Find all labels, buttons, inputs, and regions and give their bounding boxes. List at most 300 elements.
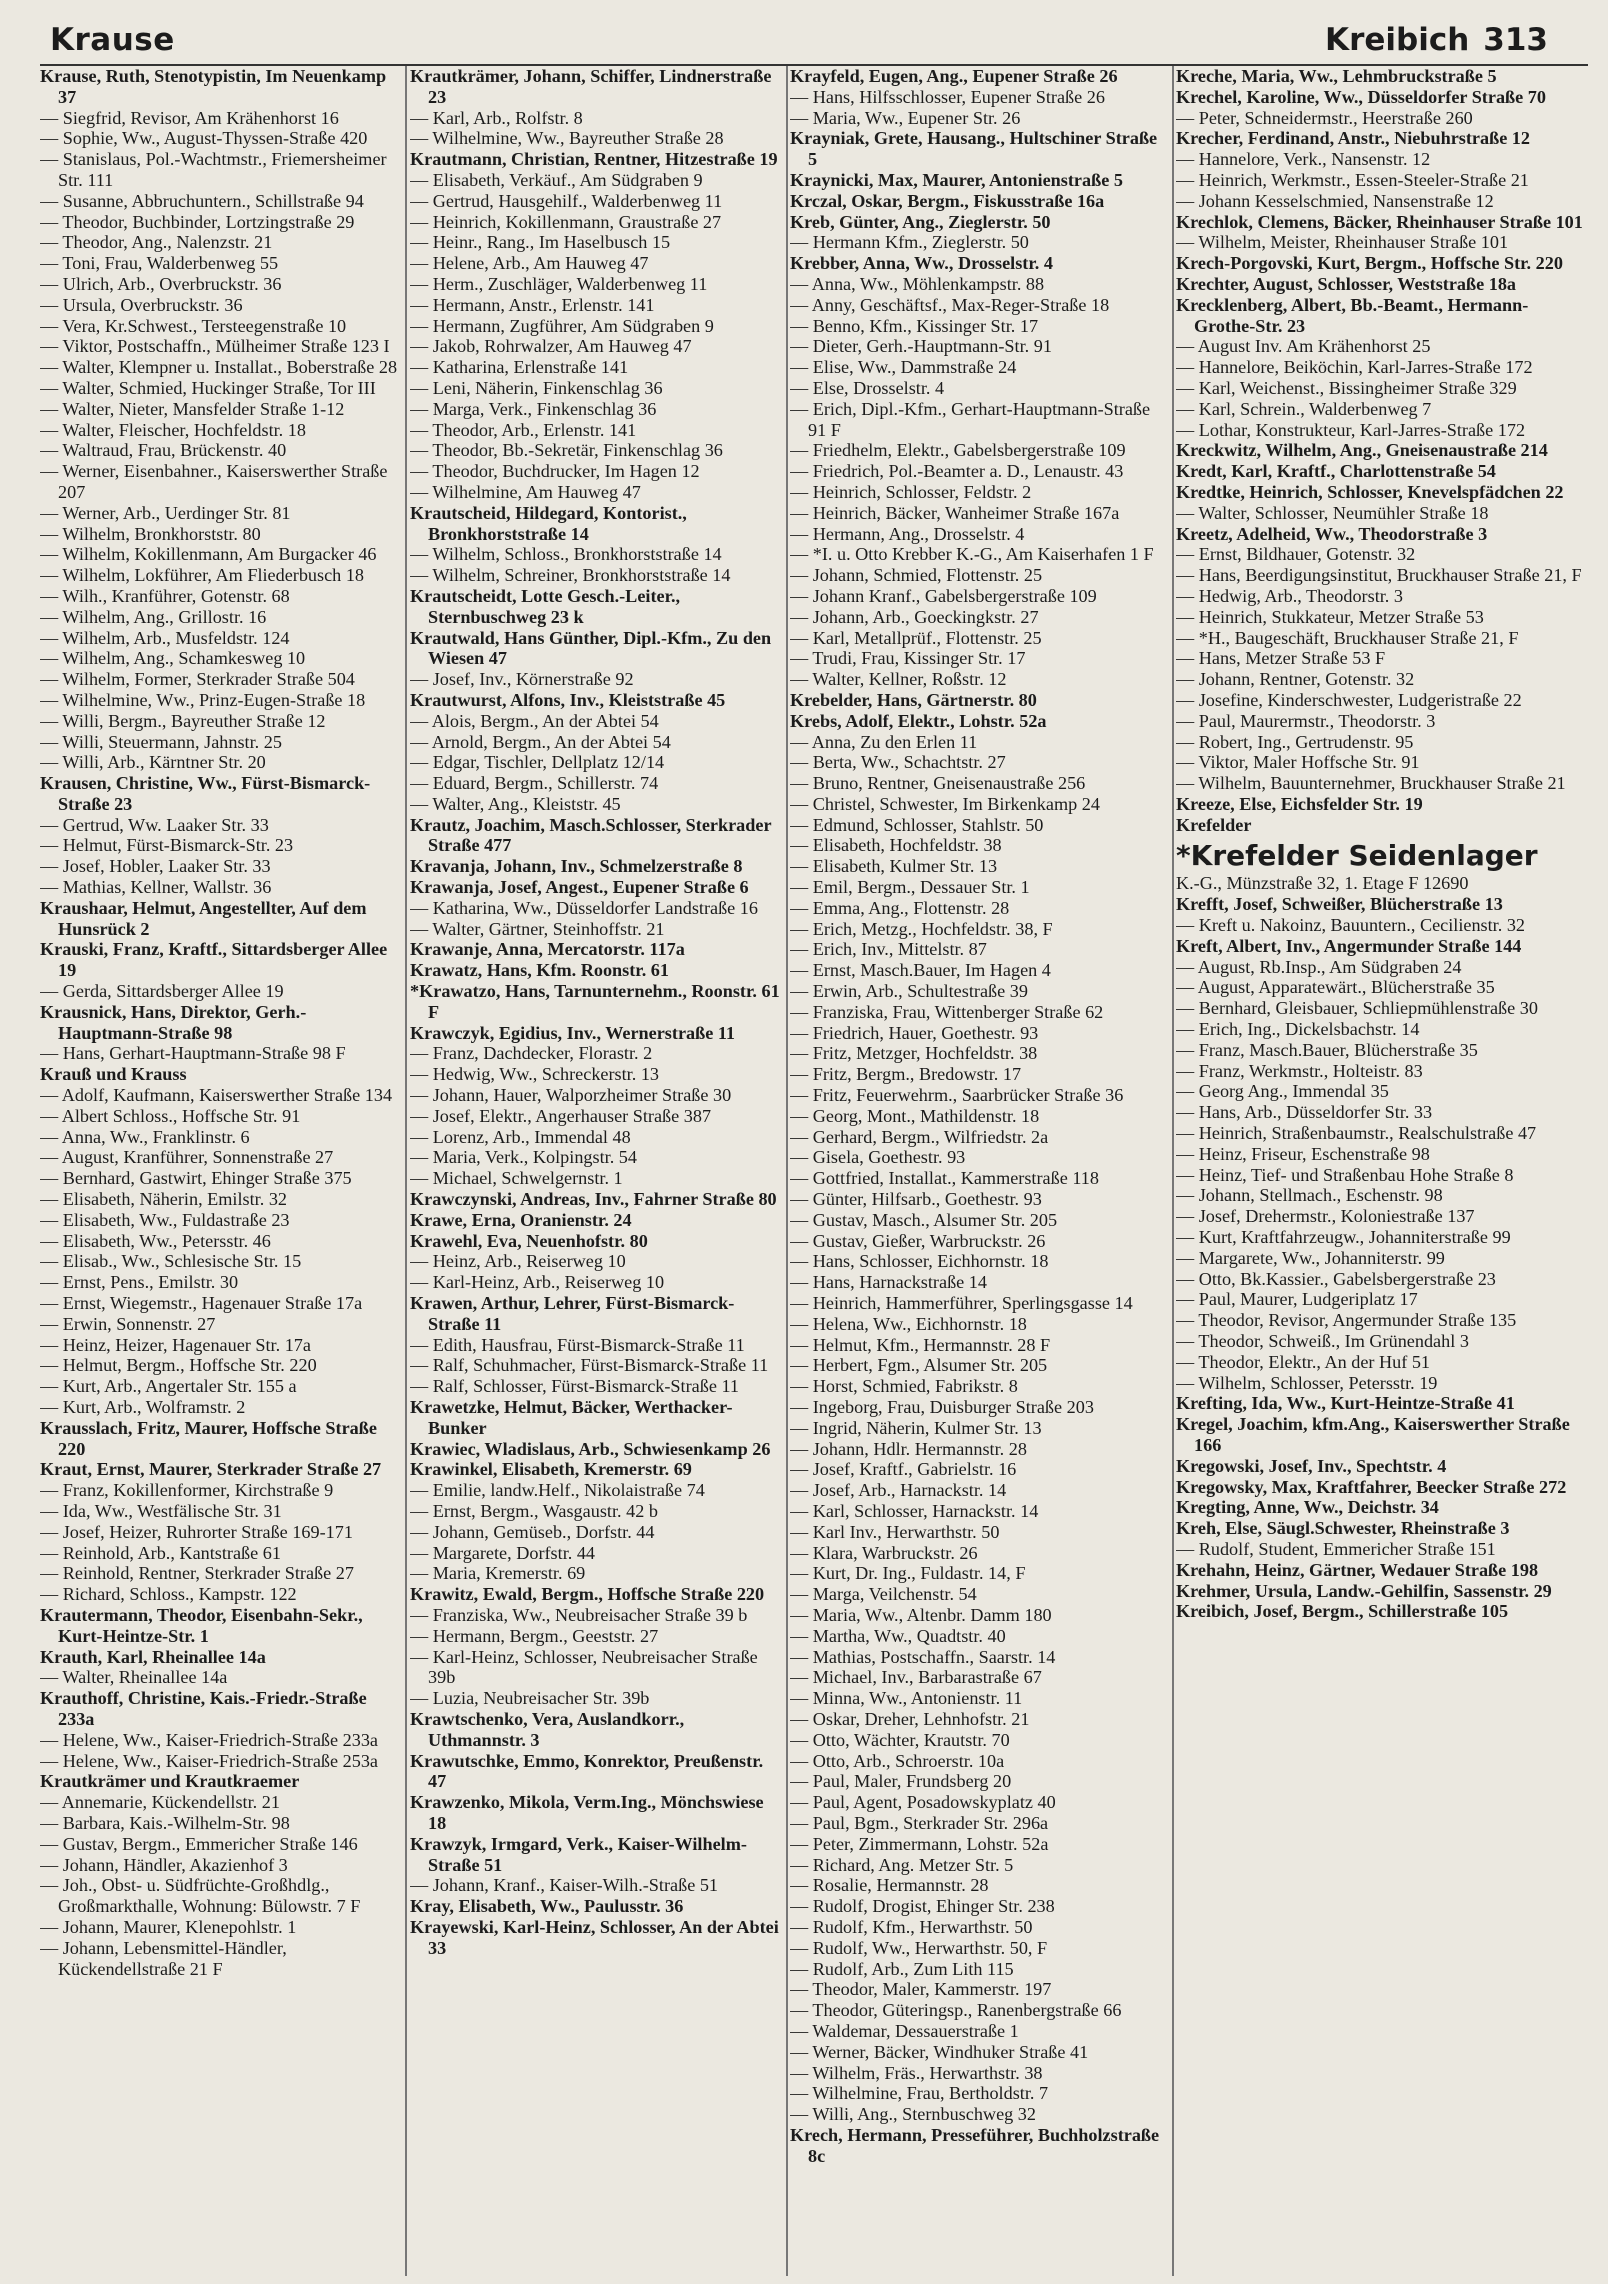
directory-entry: — Franz, Masch.Bauer, Blücherstraße 35 bbox=[1176, 1039, 1478, 1060]
directory-entry: — August, Kranführer, Sonnenstraße 27 bbox=[40, 1147, 334, 1168]
directory-entry: — Katharina, Ww., Düsseldorfer Landstraße 16 bbox=[410, 897, 758, 918]
directory-entry: — Paul, Maurer, Ludgeriplatz 17 bbox=[1176, 1289, 1418, 1310]
directory-entry: — Johann, Schmied, Flottenstr. 25 bbox=[790, 565, 1043, 586]
directory-entry: — Ingrid, Näherin, Kulmer Str. 13 bbox=[790, 1417, 1042, 1438]
directory-entry: Kreft, Albert, Inv., Angermunder Straße 144 bbox=[1176, 935, 1522, 956]
directory-entry: — Benno, Kfm., Kissinger Str. 17 bbox=[790, 315, 1039, 336]
directory-entry: Krech-Porgovski, Kurt, Bergm., Hoffsche Str. 220 bbox=[1176, 253, 1563, 274]
directory-entry: — Paul, Maler, Frundsberg 20 bbox=[790, 1771, 1012, 1792]
directory-entry: — Lothar, Konstrukteur, Karl-Jarres-Straße 172 bbox=[1176, 419, 1526, 440]
directory-entry: — Arnold, Bergm., An der Abtei 54 bbox=[410, 731, 671, 752]
directory-entry: — Ida, Ww., Westfälische Str. 31 bbox=[40, 1500, 282, 1521]
header-right bbox=[1325, 22, 1548, 58]
directory-entry: — Hans, Arb., Düsseldorfer Str. 33 bbox=[1176, 1102, 1433, 1123]
directory-entry: — Lorenz, Arb., Immendal 48 bbox=[410, 1126, 631, 1147]
directory-entry: — Wilhelm, Former, Sterkrader Straße 504 bbox=[40, 669, 355, 690]
directory-entry: — Johann, Hauer, Walporzheimer Straße 30 bbox=[410, 1085, 732, 1106]
directory-entry: Krawiec, Wladislaus, Arb., Schwiesenkamp 26 bbox=[410, 1438, 771, 1459]
directory-entry: — Willi, Arb., Kärntner Str. 20 bbox=[40, 752, 266, 773]
directory-entry: — Otto, Wächter, Krautstr. 70 bbox=[790, 1729, 1010, 1750]
directory-entry: — Waldemar, Dessauerstraße 1 bbox=[790, 2020, 1019, 2041]
directory-entry: — Ernst, Masch.Bauer, Im Hagen 4 bbox=[790, 960, 1051, 981]
directory-entry: — Paul, Agent, Posadowskyplatz 40 bbox=[790, 1792, 1056, 1813]
directory-entry: — Fritz, Metzger, Hochfeldstr. 38 bbox=[790, 1043, 1038, 1064]
directory-entry: — Hedwig, Arb., Theodorstr. 3 bbox=[1176, 585, 1403, 606]
directory-entry: — Karl, Arb., Rolfstr. 8 bbox=[410, 107, 583, 128]
directory-entry: — Helene, Ww., Kaiser-Friedrich-Straße 253a bbox=[40, 1750, 379, 1771]
column-divider bbox=[786, 66, 788, 2276]
directory-entry: — Ernst, Wiegemstr., Hagenauer Straße 17a bbox=[40, 1293, 363, 1314]
directory-entry: — Peter, Schneidermstr., Heerstraße 260 bbox=[1176, 107, 1473, 128]
directory-entry: — Johann Kesselschmied, Nansenstraße 12 bbox=[1176, 190, 1494, 211]
directory-entry: — Karl, Schrein., Walderbenweg 7 bbox=[1176, 398, 1432, 419]
directory-entry: Krecher, Ferdinand, Anstr., Niebuhrstraße 12 bbox=[1176, 128, 1530, 149]
directory-entry: Krech, Hermann, Presseführer, Buchholzstraße 8c bbox=[790, 2124, 1160, 2166]
directory-entry: Krechter, August, Schlosser, Weststraße 18a bbox=[1176, 273, 1517, 294]
directory-entry: Krawanje, Anna, Mercatorstr. 117a bbox=[410, 939, 685, 960]
directory-entry: — Wilhelm, Lokführer, Am Fliederbusch 18 bbox=[40, 565, 365, 586]
directory-entry: — Johann, Händler, Akazienhof 3 bbox=[40, 1854, 288, 1875]
directory-entry: — Heinrich, Schlosser, Feldstr. 2 bbox=[790, 481, 1032, 502]
directory-entry: — Franz, Werkmstr., Holteistr. 83 bbox=[1176, 1060, 1423, 1081]
directory-entry: — Theodor, Revisor, Angermunder Straße 135 bbox=[1176, 1310, 1517, 1331]
directory-entry: Krauth, Karl, Rheinallee 14a bbox=[40, 1646, 266, 1667]
directory-entry: — Fritz, Feuerwehrm., Saarbrücker Straße 36 bbox=[790, 1085, 1124, 1106]
directory-entry: Krayewski, Karl-Heinz, Schlosser, An der Abtei 33 bbox=[410, 1916, 779, 1958]
directory-entry: — Christel, Schwester, Im Birkenkamp 24 bbox=[790, 793, 1100, 814]
directory-entry: — Franz, Kokillenformer, Kirchstraße 9 bbox=[40, 1480, 334, 1501]
directory-entry: Krautermann, Theodor, Eisenbahn-Sekr., Kurt-Heintze-Str. 1 bbox=[40, 1604, 363, 1646]
directory-entry: — Josef, Drehermstr., Koloniestraße 137 bbox=[1176, 1206, 1475, 1227]
directory-entry: — Elise, Ww., Dammstraße 24 bbox=[790, 357, 1017, 378]
directory-entry: Krehmer, Ursula, Landw.-Gehilfin, Sassenstr. 29 bbox=[1176, 1580, 1552, 1601]
directory-entry: — Helene, Ww., Kaiser-Friedrich-Straße 233a bbox=[40, 1729, 379, 1750]
directory-entry: — Walter, Kellner, Roßstr. 12 bbox=[790, 669, 1007, 690]
directory-entry: Kreetz, Adelheid, Ww., Theodorstraße 3 bbox=[1176, 523, 1488, 544]
directory-entry: Krautkrämer, Johann, Schiffer, Lindnerstraße 23 bbox=[410, 66, 772, 107]
directory-entry: — Heinz, Friseur, Eschenstraße 98 bbox=[1176, 1143, 1430, 1164]
directory-entry: Krawen, Arthur, Lehrer, Fürst-Bismarck-Straße 11 bbox=[410, 1293, 735, 1334]
directory-entry: — Paul, Maurermstr., Theodorstr. 3 bbox=[1176, 710, 1436, 731]
directory-entry: Kregowski, Josef, Inv., Spechtstr. 4 bbox=[1176, 1455, 1447, 1476]
directory-entry: Kreb, Günter, Ang., Zieglerstr. 50 bbox=[790, 211, 1051, 232]
directory-entry: — Marga, Veilchenstr. 54 bbox=[790, 1584, 977, 1605]
directory-entry: — Hermann, Bergm., Geeststr. 27 bbox=[410, 1625, 659, 1646]
directory-entry: — Willi, Ang., Sternbuschweg 32 bbox=[790, 2104, 1036, 2125]
directory-entry: — Maria, Kremerstr. 69 bbox=[410, 1563, 586, 1584]
directory-entry: Kredt, Karl, Kraftf., Charlottenstraße 54 bbox=[1176, 461, 1496, 482]
directory-entry: — Walter, Klempner u. Installat., Boberstraße 28 bbox=[40, 357, 398, 378]
directory-entry: — Hans, Harnackstraße 14 bbox=[790, 1272, 987, 1293]
directory-entry: — Wilhelm, Schloss., Bronkhorststraße 14 bbox=[410, 544, 722, 565]
directory-entry: — August Inv. Am Krähenhorst 25 bbox=[1176, 336, 1431, 357]
directory-entry: — Wilhelm, Schlosser, Petersstr. 19 bbox=[1176, 1372, 1438, 1393]
directory-entry: — Reinhold, Rentner, Sterkrader Straße 27 bbox=[40, 1563, 354, 1584]
directory-entry: — Maria, Ww., Altenbr. Damm 180 bbox=[790, 1604, 1052, 1625]
directory-entry: — Elisab., Ww., Schlesische Str. 15 bbox=[40, 1251, 302, 1272]
directory-entry: — Josef, Inv., Körnerstraße 92 bbox=[410, 669, 634, 690]
directory-entry: Krawehl, Eva, Neuenhofstr. 80 bbox=[410, 1230, 648, 1251]
directory-entry: — Edmund, Schlosser, Stahlstr. 50 bbox=[790, 814, 1044, 835]
directory-entry: — Bruno, Rentner, Gneisenaustraße 256 bbox=[790, 773, 1086, 794]
directory-entry: — Ingeborg, Frau, Duisburger Straße 203 bbox=[790, 1397, 1094, 1417]
directory-entry: — Hannelore, Verk., Nansenstr. 12 bbox=[1176, 149, 1431, 170]
directory-entry: — Edgar, Tischler, Dellplatz 12/14 bbox=[410, 752, 665, 773]
directory-entry: — Kurt, Dr. Ing., Fuldastr. 14, F bbox=[790, 1563, 1026, 1584]
directory-entry: Krausen, Christine, Ww., Fürst-Bismarck-Straße 23 bbox=[40, 773, 371, 814]
directory-entry: — Heinrich, Hammerführer, Sperlingsgasse 14 bbox=[790, 1293, 1133, 1314]
directory-entry: — Klara, Warbruckstr. 26 bbox=[790, 1542, 978, 1563]
directory-entry: — Elisabeth, Ww., Petersstr. 46 bbox=[40, 1230, 271, 1251]
directory-entry: — Rudolf, Drogist, Ehinger Str. 238 bbox=[790, 1896, 1055, 1917]
directory-entry: — Wilhelmine, Frau, Bertholdstr. 7 bbox=[790, 2083, 1049, 2104]
directory-entry: — Toni, Frau, Walderbenweg 55 bbox=[40, 253, 279, 274]
directory-entry: — Josefine, Kinderschwester, Ludgeristraße 22 bbox=[1176, 689, 1522, 710]
directory-entry: Krawzenko, Mikola, Verm.Ing., Mönchswiese 18 bbox=[410, 1792, 764, 1833]
directory-entry: — Hermann, Zugführer, Am Südgraben 9 bbox=[410, 315, 714, 336]
directory-entry: — Marga, Verk., Finkenschlag 36 bbox=[410, 398, 657, 419]
directory-entry: — Mathias, Kellner, Wallstr. 36 bbox=[40, 877, 272, 898]
directory-entry: — Anna, Zu den Erlen 11 bbox=[790, 731, 978, 752]
directory-entry: — Minna, Ww., Antonienstr. 11 bbox=[790, 1688, 1023, 1709]
directory-entry: Krautwurst, Alfons, Inv., Kleiststraße 45 bbox=[410, 689, 726, 710]
directory-entry: — Gustav, Gießer, Warbruckstr. 26 bbox=[790, 1230, 1046, 1251]
directory-entry: Krechel, Karoline, Ww., Düsseldorfer Straße 70 bbox=[1176, 86, 1546, 107]
directory-entry: — Johann, Arb., Goeckingkstr. 27 bbox=[790, 606, 1039, 627]
directory-entry: — Elisabeth, Verkäuf., Am Südgraben 9 bbox=[410, 169, 703, 190]
directory-entry: — Rosalie, Hermannstr. 28 bbox=[790, 1875, 989, 1896]
directory-entry: — August, Rb.Insp., Am Südgraben 24 bbox=[1176, 956, 1462, 977]
directory-entry: — Walter, Fleischer, Hochfeldstr. 18 bbox=[40, 419, 306, 440]
directory-entry: Krautwald, Hans Günther, Dipl.-Kfm., Zu den Wiesen 47 bbox=[410, 627, 772, 669]
directory-entry: — Else, Drosselstr. 4 bbox=[790, 377, 945, 398]
directory-entry: Krauski, Franz, Kraftf., Sittardsberger Allee 19 bbox=[40, 939, 388, 981]
directory-entry: — Theodor, Maler, Kammerstr. 197 bbox=[790, 1979, 1052, 2000]
directory-entry: — Heinrich, Stukkateur, Metzer Straße 53 bbox=[1176, 606, 1484, 627]
directory-entry: — *I. u. Otto Krebber K.-G., Am Kaiserhafen 1 F bbox=[790, 544, 1154, 565]
directory-entry: — Wilhelm, Ang., Schamkesweg 10 bbox=[40, 648, 306, 669]
directory-entry: — Susanne, Abbruchuntern., Schillstraße 94 bbox=[40, 190, 364, 211]
directory-entry: — Stanislaus, Pol.-Wachtmstr., Friemersheimer Str. 111 bbox=[40, 149, 387, 190]
directory-entry: — Josef, Arb., Harnackstr. 14 bbox=[790, 1480, 1007, 1501]
directory-entry: — Johann, Hdlr. Hermannstr. 28 bbox=[790, 1438, 1027, 1459]
directory-entry: — Emil, Bergm., Dessauer Str. 1 bbox=[790, 877, 1030, 898]
column-2 bbox=[410, 66, 782, 2276]
directory-entry: — Helmut, Fürst-Bismarck-Str. 23 bbox=[40, 835, 294, 856]
directory-entry: — Josef, Heizer, Ruhrorter Straße 169-171 bbox=[40, 1521, 353, 1542]
directory-entry: Kreche, Maria, Ww., Lehmbruckstraße 5 bbox=[1176, 66, 1497, 86]
directory-entry: — Werner, Eisenbahner., Kaiserswerther Straße 207 bbox=[40, 461, 388, 502]
directory-entry: Krawe, Erna, Oranienstr. 24 bbox=[410, 1209, 632, 1230]
directory-entry: — Otto, Arb., Schroerstr. 10a bbox=[790, 1750, 1005, 1771]
directory-entry: — Wilhelmine, Ww., Bayreuther Straße 28 bbox=[410, 128, 724, 149]
directory-entry: — Ulrich, Arb., Overbruckstr. 36 bbox=[40, 273, 282, 294]
directory-entry: Krawinkel, Elisabeth, Kremerstr. 69 bbox=[410, 1459, 692, 1480]
directory-entry: Krawczynski, Andreas, Inv., Fahrner Straße 80 bbox=[410, 1189, 777, 1210]
directory-entry: — Martha, Ww., Quadtstr. 40 bbox=[790, 1625, 1006, 1646]
directory-entry: — Günter, Hilfsarb., Goethestr. 93 bbox=[790, 1189, 1042, 1210]
directory-entry: Krefelder bbox=[1176, 814, 1252, 835]
directory-entry: Krayfeld, Eugen, Ang., Eupener Straße 26 bbox=[790, 66, 1118, 86]
directory-entry: — Herm., Zuschläger, Walderbenweg 11 bbox=[410, 273, 708, 294]
directory-entry: — August, Apparatewärt., Blücherstraße 35 bbox=[1176, 977, 1495, 998]
directory-entry: Krechlok, Clemens, Bäcker, Rheinhauser Straße 101 bbox=[1176, 211, 1583, 232]
directory-entry: — Fritz, Bergm., Bredowstr. 17 bbox=[790, 1064, 1022, 1085]
directory-entry: Krawitz, Ewald, Bergm., Hoffsche Straße 220 bbox=[410, 1584, 765, 1605]
directory-entry: — Ursula, Overbruckstr. 36 bbox=[40, 294, 243, 315]
directory-entry: — Kurt, Arb., Angertaler Str. 155 a bbox=[40, 1376, 297, 1397]
directory-entry: — Johann, Gemüseb., Dorfstr. 44 bbox=[410, 1521, 655, 1542]
directory-entry: Krautscheid, Hildegard, Kontorist., Bronkhorststraße 14 bbox=[410, 502, 687, 544]
directory-entry: — Johann, Rentner, Gotenstr. 32 bbox=[1176, 669, 1415, 690]
directory-entry: — Katharina, Erlenstraße 141 bbox=[410, 357, 629, 378]
directory-entry: — Richard, Ang. Metzer Str. 5 bbox=[790, 1854, 1014, 1875]
directory-entry: Krauthoff, Christine, Kais.-Friedr.-Straße 233a bbox=[40, 1688, 367, 1729]
directory-entry: — Georg, Mont., Mathildenstr. 18 bbox=[790, 1105, 1040, 1126]
directory-entry: Krawanja, Josef, Angest., Eupener Straße 6 bbox=[410, 877, 749, 898]
header-left-title: Krause bbox=[50, 22, 175, 58]
directory-entry: — Luzia, Neubreisacher Str. 39b bbox=[410, 1688, 650, 1709]
directory-entry: Krecklenberg, Albert, Bb.-Beamt., Hermann-Grothe-Str. 23 bbox=[1176, 294, 1529, 336]
directory-entry: — Wilhelm, Schreiner, Bronkhorststraße 14 bbox=[410, 565, 731, 586]
directory-entry: — Karl-Heinz, Schlosser, Neubreisacher Straße 39b bbox=[410, 1646, 758, 1688]
directory-entry: — Theodor, Elektr., An der Huf 51 bbox=[1176, 1351, 1431, 1372]
directory-entry: — Friedrich, Pol.-Beamter a. D., Lenaustr. 43 bbox=[790, 461, 1124, 482]
directory-entry: Kravanja, Johann, Inv., Schmelzerstraße 8 bbox=[410, 856, 743, 877]
page-header bbox=[40, 18, 1588, 66]
directory-entry: — Kreft u. Nakoinz, Bauuntern., Cecilienstr. 32 bbox=[1176, 915, 1526, 936]
directory-entry: Kredtke, Heinrich, Schlosser, Knevelspfädchen 22 bbox=[1176, 481, 1564, 502]
directory-entry: Krausslach, Fritz, Maurer, Hoffsche Straße 220 bbox=[40, 1417, 377, 1459]
directory-entry: — Hannelore, Beiköchin, Karl-Jarres-Straße 172 bbox=[1176, 357, 1533, 378]
directory-entry: — Johann, Kranf., Kaiser-Wilh.-Straße 51 bbox=[410, 1875, 719, 1896]
directory-entry: — Theodor, Buchbinder, Lortzingstraße 29 bbox=[40, 211, 355, 232]
directory-entry: — Karl, Metallprüf., Flottenstr. 25 bbox=[790, 627, 1042, 648]
directory-entry: Krause, Ruth, Stenotypistin, Im Neuenkamp 37 bbox=[40, 66, 387, 107]
directory-entry: — Erich, Inv., Mittelstr. 87 bbox=[790, 939, 987, 960]
directory-entry: Kray, Elisabeth, Ww., Paulusstr. 36 bbox=[410, 1896, 684, 1917]
directory-entry: Krefft, Josef, Schweißer, Blücherstraße 13 bbox=[1176, 894, 1503, 915]
directory-entry: — Hedwig, Ww., Schreckerstr. 13 bbox=[410, 1064, 660, 1085]
directory-entry: — Werner, Arb., Uerdinger Str. 81 bbox=[40, 502, 291, 523]
directory-entry: Kregel, Joachim, kfm.Ang., Kaiserswerther Straße 166 bbox=[1176, 1414, 1570, 1455]
directory-entry: — Michael, Schwelgernstr. 1 bbox=[410, 1168, 623, 1189]
directory-entry: — Gertrud, Ww. Laaker Str. 33 bbox=[40, 814, 269, 835]
directory-entry: — Gottfried, Installat., Kammerstraße 118 bbox=[790, 1168, 1099, 1189]
directory-entry: — Emilie, landw.Helf., Nikolaistraße 74 bbox=[410, 1480, 705, 1501]
directory-entry: — Reinhold, Arb., Kantstraße 61 bbox=[40, 1542, 281, 1563]
directory-entry: — Anna, Ww., Möhlenkampstr. 88 bbox=[790, 273, 1045, 294]
directory-entry: — Gerhard, Bergm., Wilfriedstr. 2a bbox=[790, 1126, 1049, 1147]
directory-entry: — Helene, Arb., Am Hauweg 47 bbox=[410, 253, 649, 274]
directory-entry: — Helena, Ww., Eichhornstr. 18 bbox=[790, 1313, 1027, 1334]
directory-entry: — Hans, Schlosser, Eichhornstr. 18 bbox=[790, 1251, 1049, 1272]
directory-entry: — Maria, Ww., Eupener Str. 26 bbox=[790, 107, 1021, 128]
directory-entry: Krawatz, Hans, Kfm. Roonstr. 61 bbox=[410, 960, 669, 981]
directory-entry: Kraut, Ernst, Maurer, Sterkrader Straße 27 bbox=[40, 1459, 382, 1480]
directory-entry: Kreh, Else, Säugl.Schwester, Rheinstraße 3 bbox=[1176, 1518, 1510, 1539]
directory-entry: — Josef, Elektr., Angerhauser Straße 387 bbox=[410, 1105, 712, 1126]
directory-entry: Krawzyk, Irmgard, Verk., Kaiser-Wilhelm-Straße 51 bbox=[410, 1833, 747, 1875]
directory-entry: — Hermann, Anstr., Erlenstr. 141 bbox=[410, 294, 655, 315]
directory-entry: Kraynicki, Max, Maurer, Antonienstraße 5 bbox=[790, 169, 1123, 190]
directory-entry: — Viktor, Postschaffn., Mülheimer Straße 123 I bbox=[40, 336, 390, 357]
directory-entry: — Walter, Nieter, Mansfelder Straße 1-12 bbox=[40, 398, 345, 419]
directory-entry: — Ralf, Schlosser, Fürst-Bismarck-Straße 11 bbox=[410, 1376, 739, 1397]
directory-entry: — Bernhard, Gleisbauer, Schliepmühlenstraße 30 bbox=[1176, 998, 1538, 1019]
directory-entry: — Heinrich, Werkmstr., Essen-Steeler-Straße 21 bbox=[1176, 169, 1529, 190]
directory-entry: — Theodor, Schweiß., Im Grünendahl 3 bbox=[1176, 1331, 1469, 1352]
directory-entry: — Albert Schloss., Hoffsche Str. 91 bbox=[40, 1105, 301, 1126]
directory-entry: — Bernhard, Gastwirt, Ehinger Straße 375 bbox=[40, 1168, 352, 1189]
directory-entry: — Elisabeth, Näherin, Emilstr. 32 bbox=[40, 1189, 288, 1210]
directory-entry: — Viktor, Maler Hoffsche Str. 91 bbox=[1176, 752, 1420, 773]
directory-entry: — Walter, Ang., Kleiststr. 45 bbox=[410, 793, 621, 814]
directory-entry: Krauß und Krauss bbox=[40, 1064, 187, 1085]
directory-entry: — Margarete, Dorfstr. 44 bbox=[410, 1542, 596, 1563]
directory-entry: Krczal, Oskar, Bergm., Fiskusstraße 16a bbox=[790, 190, 1105, 211]
directory-entry: — Gerda, Sittardsberger Allee 19 bbox=[40, 981, 284, 1002]
directory-entry: — Heinr., Rang., Im Haselbusch 15 bbox=[410, 232, 671, 253]
directory-entry: — Theodor, Bb.-Sekretär, Finkenschlag 36 bbox=[410, 440, 723, 461]
directory-entry: — Rudolf, Kfm., Herwarthstr. 50 bbox=[790, 1916, 1033, 1937]
column-divider bbox=[1172, 66, 1174, 2276]
directory-entry: — Hans, Metzer Straße 53 F bbox=[1176, 648, 1386, 669]
directory-entry: — Walter, Schlosser, Neumühler Straße 18 bbox=[1176, 502, 1489, 523]
directory-entry: — Peter, Zimmermann, Lohstr. 52a bbox=[790, 1833, 1049, 1854]
directory-entry: — Rudolf, Arb., Zum Lith 115 bbox=[790, 1958, 1014, 1979]
directory-entry: — Franz, Dachdecker, Florastr. 2 bbox=[410, 1043, 653, 1064]
directory-entry: — Erich, Dipl.-Kfm., Gerhart-Hauptmann-Straße 91 F bbox=[790, 398, 1151, 440]
directory-entry: — Gertrud, Hausgehilf., Walderbenweg 11 bbox=[410, 190, 723, 211]
directory-entry: Kraushaar, Helmut, Angestellter, Auf dem Hunsrück 2 bbox=[40, 897, 367, 939]
directory-entry: — Gustav, Bergm., Emmericher Straße 146 bbox=[40, 1833, 358, 1854]
directory-entry: — Karl, Weichenst., Bissingheimer Straße 329 bbox=[1176, 377, 1517, 398]
directory-entry: — Erwin, Arb., Schultestraße 39 bbox=[790, 981, 1028, 1002]
directory-entry: — Kurt, Arb., Wolframstr. 2 bbox=[40, 1397, 246, 1417]
directory-entry: — Friedhelm, Elektr., Gabelsbergerstraße 109 bbox=[790, 440, 1126, 461]
column-4 bbox=[1176, 66, 1588, 2276]
directory-entry: Krautmann, Christian, Rentner, Hitzestraße 19 bbox=[410, 149, 778, 170]
directory-entry: — Herbert, Fgm., Alsumer Str. 205 bbox=[790, 1355, 1048, 1376]
directory-entry: — Karl, Schlosser, Harnackstr. 14 bbox=[790, 1500, 1039, 1521]
directory-entry: — Ernst, Pens., Emilstr. 30 bbox=[40, 1272, 239, 1293]
directory-entry: Krebs, Adolf, Elektr., Lohstr. 52a bbox=[790, 710, 1047, 731]
directory-entry: — Emma, Ang., Flottenstr. 28 bbox=[790, 897, 1010, 918]
directory-entry: Krebber, Anna, Ww., Drosselstr. 4 bbox=[790, 253, 1053, 274]
directory-entry: — Joh., Obst- u. Südfrüchte-Großhdlg., Großmarkthalle, Wohnung: Bülowstr. 7 F bbox=[40, 1875, 361, 1917]
directory-entry: — Elisabeth, Hochfeldstr. 38 bbox=[790, 835, 1002, 856]
directory-entry: Krayniak, Grete, Hausang., Hultschiner Straße 5 bbox=[790, 128, 1158, 170]
directory-entry: — Johann, Stellmach., Eschenstr. 98 bbox=[1176, 1185, 1443, 1206]
directory-entry: — Johann, Lebensmittel-Händler, Kückendellstraße 21 F bbox=[40, 1937, 287, 1979]
directory-entry: — Theodor, Arb., Erlenstr. 141 bbox=[410, 419, 637, 440]
directory-entry: — Gisela, Goethestr. 93 bbox=[790, 1147, 966, 1168]
directory-entry: — Walter, Rheinallee 14a bbox=[40, 1667, 228, 1688]
directory-entry: — Karl-Heinz, Arb., Reiserweg 10 bbox=[410, 1272, 665, 1293]
directory-entry: — Willi, Bergm., Bayreuther Straße 12 bbox=[40, 710, 326, 731]
directory-entry: — Heinz, Arb., Reiserweg 10 bbox=[410, 1251, 626, 1272]
directory-entry: — Sophie, Ww., August-Thyssen-Straße 420 bbox=[40, 128, 368, 149]
directory-entry: Krawczyk, Egidius, Inv., Wernerstraße 11 bbox=[410, 1022, 736, 1043]
directory-entry: — Erwin, Sonnenstr. 27 bbox=[40, 1313, 216, 1334]
directory-entry: — Georg Ang., Immendal 35 bbox=[1176, 1081, 1389, 1102]
directory-entry: — Wilhelm, Bauunternehmer, Bruckhauser Straße 21 bbox=[1176, 773, 1566, 794]
directory-entry: Kregting, Anne, Ww., Deichstr. 34 bbox=[1176, 1497, 1439, 1518]
directory-entry: — Hermann, Ang., Drosselstr. 4 bbox=[790, 523, 1025, 544]
directory-entry: — Ernst, Bildhauer, Gotenstr. 32 bbox=[1176, 544, 1416, 565]
directory-entry: — Berta, Ww., Schachtstr. 27 bbox=[790, 752, 1006, 773]
directory-entry: — *H., Baugeschäft, Bruckhauser Straße 21, F bbox=[1176, 627, 1519, 648]
directory-entry: — Wilhelm, Ang., Grillostr. 16 bbox=[40, 606, 267, 627]
directory-entry: — Wilhelm, Fräs., Herwarthstr. 38 bbox=[790, 2062, 1043, 2083]
directory-entry: Krautscheidt, Lotte Gesch.-Leiter., Sternbuschweg 23 k bbox=[410, 585, 681, 627]
directory-entry: — Rudolf, Ww., Herwarthstr. 50, F bbox=[790, 1937, 1048, 1958]
directory-entry: — Wilhelmine, Am Hauweg 47 bbox=[410, 481, 641, 502]
directory-entry: — Werner, Bäcker, Windhuker Straße 41 bbox=[790, 2041, 1089, 2062]
directory-entry: — Gustav, Masch., Alsumer Str. 205 bbox=[790, 1209, 1058, 1230]
directory-entry: — Otto, Bk.Kassier., Gabelsbergerstraße 23 bbox=[1176, 1268, 1496, 1289]
directory-entry: — Vera, Kr.Schwest., Tersteegenstraße 10 bbox=[40, 315, 347, 336]
directory-entry: Kreeze, Else, Eichsfelder Str. 19 bbox=[1176, 793, 1423, 814]
directory-entry: — Hans, Hilfsschlosser, Eupener Straße 26 bbox=[790, 86, 1105, 107]
directory-entry: — Helmut, Bergm., Hoffsche Str. 220 bbox=[40, 1355, 317, 1376]
directory-entry: — Theodor, Güteringsp., Ranenbergstraße 66 bbox=[790, 2000, 1122, 2021]
directory-entry: — Mathias, Postschaffn., Saarstr. 14 bbox=[790, 1646, 1056, 1667]
directory-entry: — Josef, Kraftf., Gabrielstr. 16 bbox=[790, 1459, 1017, 1480]
directory-entry: — Wilhelm, Arb., Musfeldstr. 124 bbox=[40, 627, 290, 648]
column-divider bbox=[405, 66, 407, 2276]
directory-entry: — Walter, Gärtner, Steinhoffstr. 21 bbox=[410, 918, 665, 939]
directory-entry: — Siegfrid, Revisor, Am Krähenhorst 16 bbox=[40, 107, 339, 128]
directory-entry: — Annemarie, Kückendellstr. 21 bbox=[40, 1792, 280, 1813]
directory-entry: — Waltraud, Frau, Brückenstr. 40 bbox=[40, 440, 287, 461]
directory-entry: — Walter, Schmied, Huckinger Straße, Tor III bbox=[40, 377, 376, 398]
directory-entry: Krawetzke, Helmut, Bäcker, Werthacker-Bunker bbox=[410, 1397, 733, 1438]
directory-entry: Krautz, Joachim, Masch.Schlosser, Sterkrader Straße 477 bbox=[410, 814, 772, 856]
directory-entry: — Ernst, Bergm., Wasgaustr. 42 b bbox=[410, 1500, 658, 1521]
directory-entry: — Ralf, Schuhmacher, Fürst-Bismarck-Straße 11 bbox=[410, 1355, 769, 1376]
directory-entry: — Wilhelm, Meister, Rheinhauser Straße 101 bbox=[1176, 232, 1509, 253]
page-number: 313 bbox=[1483, 22, 1548, 58]
directory-entry: Kreckwitz, Wilhelm, Ang., Gneisenaustraße 214 bbox=[1176, 440, 1548, 461]
directory-entry: — Wilhelm, Bronkhorststr. 80 bbox=[40, 523, 261, 544]
directory-entry: *Krefelder Seidenlager bbox=[1176, 839, 1538, 873]
directory-entry: — Adolf, Kaufmann, Kaiserswerther Straße 134 bbox=[40, 1085, 393, 1106]
directory-entry: Kreibich, Josef, Bergm., Schillerstraße 105 bbox=[1176, 1601, 1509, 1622]
directory-entry: — Heinrich, Kokillenmann, Graustraße 27 bbox=[410, 211, 722, 232]
directory-entry: — Franziska, Frau, Wittenberger Straße 62 bbox=[790, 1001, 1104, 1022]
directory-entry: — Hermann Kfm., Zieglerstr. 50 bbox=[790, 232, 1029, 253]
directory-entry: — Josef, Hobler, Laaker Str. 33 bbox=[40, 856, 271, 877]
directory-entry: — Helmut, Kfm., Hermannstr. 28 F bbox=[790, 1334, 1051, 1355]
directory-entry: — Erich, Ing., Dickelsbachstr. 14 bbox=[1176, 1019, 1420, 1040]
column-1 bbox=[40, 66, 402, 2276]
directory-entry: Krawtschenko, Vera, Auslandkorr., Uthmannstr. 3 bbox=[410, 1708, 685, 1750]
directory-entry: Krebelder, Hans, Gärtnerstr. 80 bbox=[790, 689, 1037, 710]
directory-entry: — Barbara, Kais.-Wilhelm-Str. 98 bbox=[40, 1812, 290, 1833]
directory-entry: — Elisabeth, Kulmer Str. 13 bbox=[790, 856, 998, 877]
directory-entry: Kregowsky, Max, Kraftfahrer, Beecker Straße 272 bbox=[1176, 1476, 1567, 1497]
directory-entry: — Karl Inv., Herwarthstr. 50 bbox=[790, 1521, 1000, 1542]
directory-entry: — Franziska, Ww., Neubreisacher Straße 39 b bbox=[410, 1604, 748, 1625]
directory-entry: Krefting, Ida, Ww., Kurt-Heintze-Straße 41 bbox=[1176, 1393, 1515, 1414]
directory-entry: — Hans, Beerdigungsinstitut, Bruckhauser Straße 21, F bbox=[1176, 565, 1582, 586]
directory-entry: Krautkrämer und Krautkraemer bbox=[40, 1771, 300, 1792]
directory-entry: — Theodor, Ang., Nalenzstr. 21 bbox=[40, 232, 273, 253]
directory-entry: — Hans, Gerhart-Hauptmann-Straße 98 F bbox=[40, 1043, 346, 1064]
directory-entry: — Alois, Bergm., An der Abtei 54 bbox=[410, 710, 659, 731]
